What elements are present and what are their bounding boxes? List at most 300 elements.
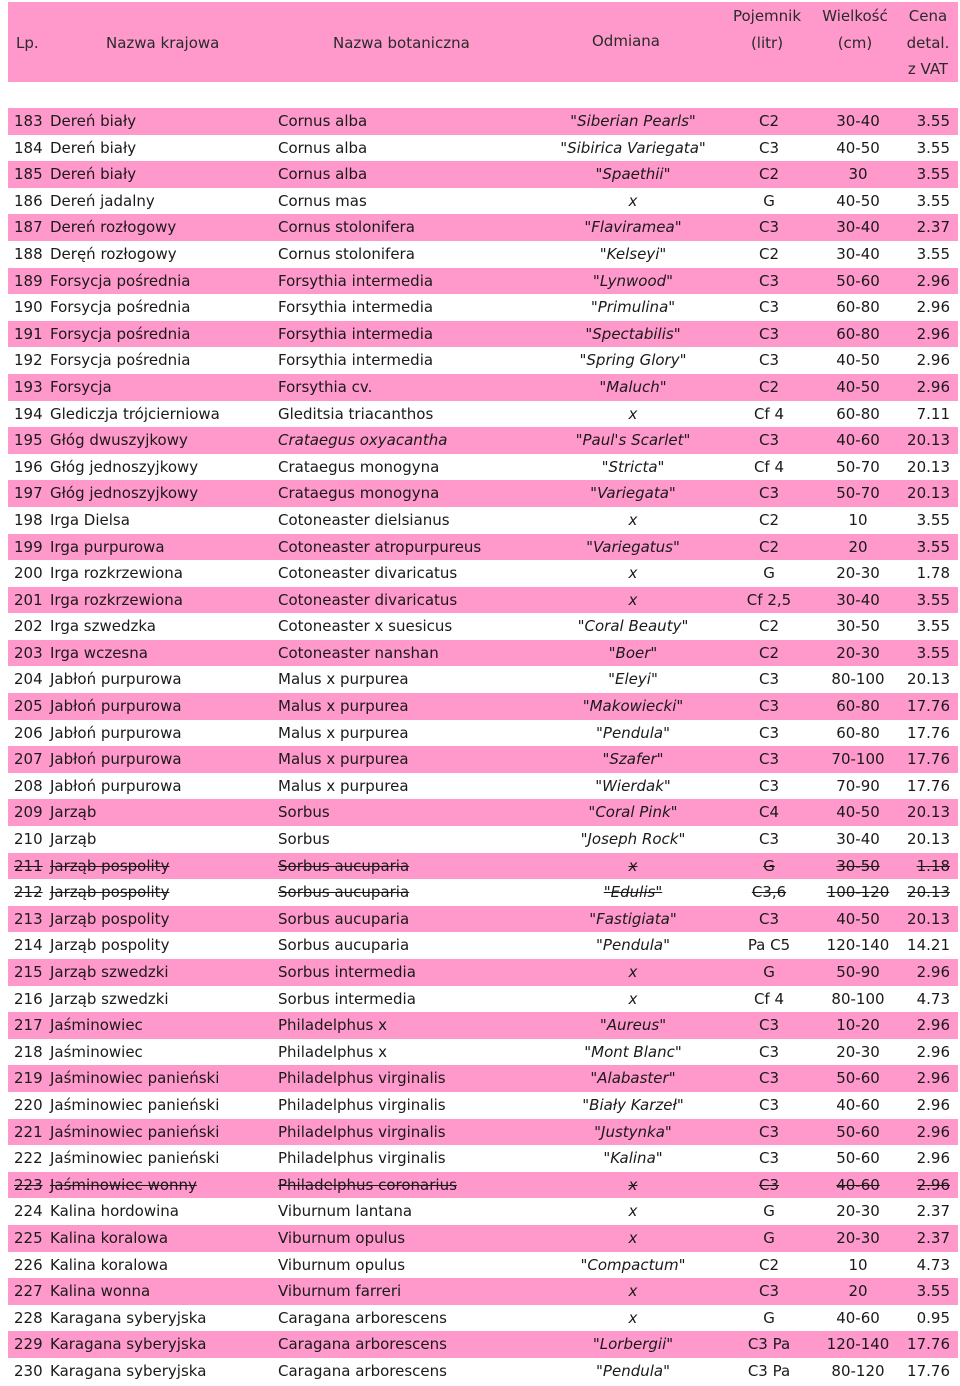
cell-nazwa-krajowa: Jarząb szwedzki [50,963,169,981]
cell-nazwa-krajowa: Kalina wonna [50,1282,151,1301]
table-row [8,826,958,853]
table-row [8,560,958,587]
cell-nazwa-botaniczna: Philadelphus virginalis [278,1095,446,1114]
cell-pojemnik: C2 [758,165,780,184]
table-row [8,587,958,614]
cell-cena: 2.96 [916,963,950,981]
cell-nazwa-krajowa: Kalina koralowa [50,1228,169,1247]
cell-lp: 224 [14,1202,43,1221]
cell-nazwa-krajowa: Glediczja trójcierniowa [50,404,220,423]
cell-nazwa-botaniczna: Caragana arborescens [278,1308,447,1327]
header-pojemnik [728,3,806,56]
cell-nazwa-botaniczna: Sorbus aucuparia [278,909,410,928]
cell-wielkosc: 50-60 [836,1069,880,1088]
cell-lp: 206 [14,723,43,742]
cell-cena: 20.13 [907,883,950,902]
cell-odmiana: x [628,1175,638,1194]
cell-cena: 2.96 [916,1175,950,1194]
cell-nazwa-botaniczna: Cotoneaster x suesicus [278,617,453,636]
cell-pojemnik: C3 [758,431,780,450]
cell-pojemnik: C3 [758,298,780,317]
cell-nazwa-botaniczna: Sorbus aucuparia [278,856,410,875]
table-row [8,214,958,241]
cell-nazwa-botaniczna: Forsythia intermedia [278,351,434,370]
cell-lp: 215 [14,963,43,981]
cell-lp: 212 [14,883,43,902]
cell-odmiana: "Makowiecki" [582,697,684,716]
cell-nazwa-botaniczna: Philadelphus virginalis [278,1122,446,1141]
cell-odmiana: "Stricta" [601,457,665,476]
cell-odmiana: x [628,1202,638,1221]
cell-cena: 2.96 [916,271,950,290]
cell-wielkosc: 50-70 [836,484,880,503]
header-wielkosc-line1: Wielkość [822,7,888,25]
table-row [8,746,958,773]
cell-nazwa-botaniczna: Viburnum opulus [278,1255,406,1274]
cell-wielkosc: 80-120 [831,1361,885,1380]
cell-cena: 2.37 [916,1202,950,1221]
cell-cena: 20.13 [907,803,950,822]
cell-lp: 187 [14,218,43,237]
header-cena-line3: z VAT [907,60,949,78]
cell-nazwa-krajowa: Jarząb [50,803,97,822]
cell-pojemnik: C3 [758,324,780,343]
cell-nazwa-krajowa: Jaśminowiec panieński [50,1069,220,1088]
cell-lp: 216 [14,989,43,1008]
cell-nazwa-botaniczna: Cornus stolonifera [278,218,415,237]
table-row [8,666,958,693]
header-nazwa-botaniczna: Nazwa botaniczna [333,34,470,52]
cell-lp: 222 [14,1149,43,1168]
cell-wielkosc: 30-40 [836,244,880,263]
cell-cena: 20.13 [907,457,950,476]
cell-nazwa-krajowa: Jabłoń purpurowa [50,750,182,769]
cell-lp: 197 [14,484,43,503]
cell-pojemnik: Cf 4 [753,989,785,1008]
cell-wielkosc: 30-40 [836,218,880,237]
cell-wielkosc: 40-50 [836,191,880,210]
cell-nazwa-krajowa: Deręń rozłogowy [50,244,177,263]
cell-wielkosc: 50-60 [836,1149,880,1168]
cell-lp: 226 [14,1255,43,1274]
cell-nazwa-krajowa: Irga purpurowa [50,537,165,556]
cell-lp: 190 [14,298,43,317]
cell-wielkosc: 100-120 [826,883,890,902]
cell-nazwa-krajowa: Jarząb [50,830,97,849]
cell-pojemnik: C3 [758,271,780,290]
header-cena-line1: Cena [908,7,948,25]
cell-nazwa-botaniczna: Cotoneaster atropurpureus [278,537,482,556]
cell-odmiana: x [628,1282,638,1301]
cell-odmiana: "Eleyi" [608,670,658,689]
cell-lp: 214 [14,936,43,955]
cell-nazwa-botaniczna: Malus x purpurea [278,697,409,716]
cell-pojemnik: C3 [758,351,780,370]
cell-cena: 3.55 [916,590,950,609]
cell-odmiana: "Coral Pink" [588,803,678,822]
cell-cena: 3.55 [916,165,950,184]
header-cena [898,3,958,83]
table-row [8,161,958,188]
cell-lp: 211 [14,856,43,875]
cell-odmiana: "Spring Glory" [579,351,687,370]
cell-cena: 2.96 [916,351,950,370]
cell-odmiana: "Variegatus" [586,537,680,556]
cell-wielkosc: 20 [848,537,868,556]
cell-cena: 20.13 [907,484,950,503]
cell-pojemnik: C4 [758,803,780,822]
cell-odmiana: "Joseph Rock" [580,830,686,849]
cell-wielkosc: 60-80 [836,404,880,423]
cell-nazwa-krajowa: Irga szwedzka [50,617,157,636]
cell-pojemnik: Cf 4 [753,457,785,476]
cell-pojemnik: G [763,963,775,981]
cell-pojemnik: C2 [758,244,780,263]
cell-lp: 210 [14,830,43,849]
cell-lp: 198 [14,510,43,529]
cell-odmiana: x [628,989,638,1008]
cell-cena: 1.18 [916,856,950,875]
cell-nazwa-krajowa: Forsycja pośrednia [50,324,191,343]
cell-lp: 219 [14,1069,43,1088]
cell-lp: 208 [14,776,43,795]
cell-odmiana: "Mont Blanc" [584,1042,682,1061]
cell-odmiana: "Flaviramea" [584,218,682,237]
cell-nazwa-botaniczna: Cotoneaster dielsianus [278,510,450,529]
table-row [8,188,958,215]
cell-lp: 225 [14,1228,43,1247]
cell-pojemnik: C3 [758,484,780,503]
cell-wielkosc: 30-40 [836,830,880,849]
cell-nazwa-krajowa: Forsycja pośrednia [50,351,191,370]
cell-lp: 188 [14,244,43,263]
cell-nazwa-krajowa: Irga rozkrzewiona [50,564,183,583]
cell-pojemnik: C3 [758,1149,780,1168]
cell-nazwa-krajowa: Jabłoń purpurowa [50,670,182,689]
cell-odmiana: "Biały Karzeł" [582,1095,684,1114]
cell-cena: 17.76 [907,1335,950,1354]
cell-wielkosc: 120-140 [826,1335,890,1354]
cell-wielkosc: 30-40 [836,590,880,609]
cell-odmiana: x [628,564,638,583]
cell-nazwa-botaniczna: Sorbus aucuparia [278,936,410,955]
cell-pojemnik: C3 [758,723,780,742]
table-row [8,480,958,507]
cell-nazwa-krajowa: Jaśminowiec panieński [50,1149,220,1168]
cell-cena: 3.55 [916,1282,950,1301]
cell-lp: 228 [14,1308,43,1327]
header-pojemnik-line2: (litr) [750,33,784,52]
cell-pojemnik: C3 Pa [747,1335,791,1354]
cell-odmiana: "Maluch" [599,377,667,396]
cell-nazwa-krajowa: Jarząb szwedzki [50,989,169,1008]
cell-cena: 17.76 [907,697,950,716]
cell-cena: 20.13 [907,830,950,849]
cell-cena: 17.76 [907,1361,950,1380]
cell-wielkosc: 30-50 [836,617,880,636]
table-row [8,374,958,401]
cell-cena: 3.55 [916,537,950,556]
cell-pojemnik: C3 [758,1282,780,1301]
cell-nazwa-botaniczna: Crataegus monogyna [278,457,440,476]
cell-lp: 204 [14,670,43,689]
cell-lp: 220 [14,1095,43,1114]
cell-nazwa-botaniczna: Forsythia intermedia [278,271,434,290]
cell-wielkosc: 60-80 [836,324,880,343]
table-row [8,879,958,906]
cell-nazwa-krajowa: Irga rozkrzewiona [50,590,183,609]
cell-wielkosc: 50-90 [836,963,880,981]
cell-nazwa-botaniczna: Forsythia intermedia [278,324,434,343]
cell-wielkosc: 40-50 [836,351,880,370]
cell-lp: 221 [14,1122,43,1141]
cell-wielkosc: 60-80 [836,697,880,716]
cell-odmiana: "Edulis" [603,883,663,902]
cell-lp: 191 [14,324,43,343]
cell-odmiana: "Coral Beauty" [577,617,689,636]
cell-lp: 183 [14,112,43,130]
cell-pojemnik: C2 [758,617,780,636]
table-row [8,108,958,135]
header-lp: Lp. [16,34,39,52]
cell-pojemnik: C3 [758,750,780,769]
cell-pojemnik: Pa C5 [747,936,791,955]
cell-nazwa-botaniczna: Caragana arborescens [278,1361,447,1380]
cell-cena: 7.11 [916,404,950,423]
cell-wielkosc: 50-60 [836,1122,880,1141]
cell-nazwa-krajowa: Głóg jednoszyjkowy [50,484,199,503]
cell-pojemnik: C2 [758,510,780,529]
cell-nazwa-botaniczna: Malus x purpurea [278,670,409,689]
price-table [8,108,958,1385]
table-row [8,1305,958,1332]
cell-nazwa-botaniczna: Caragana arborescens [278,1335,447,1354]
cell-lp: 192 [14,351,43,370]
cell-lp: 199 [14,537,43,556]
cell-wielkosc: 40-60 [836,431,880,450]
cell-cena: 2.96 [916,1122,950,1141]
table-row [8,507,958,534]
cell-pojemnik: C2 [758,112,780,130]
cell-odmiana: "Fastigiata" [589,909,677,928]
cell-lp: 185 [14,165,43,184]
cell-cena: 3.55 [916,244,950,263]
cell-lp: 201 [14,590,43,609]
cell-cena: 2.96 [916,298,950,317]
table-header [8,2,958,82]
table-row [8,321,958,348]
cell-nazwa-botaniczna: Crataegus oxyacantha [278,431,448,450]
cell-nazwa-krajowa: Dereń jadalny [50,191,155,210]
cell-nazwa-botaniczna: Sorbus aucuparia [278,883,410,902]
cell-nazwa-krajowa: Irga Dielsa [50,510,130,529]
cell-wielkosc: 60-80 [836,723,880,742]
cell-nazwa-krajowa: Jabłoń purpurowa [50,697,182,716]
cell-cena: 2.96 [916,1095,950,1114]
cell-nazwa-botaniczna: Sorbus intermedia [278,989,416,1008]
cell-lp: 195 [14,431,43,450]
cell-nazwa-botaniczna: Viburnum farreri [278,1282,402,1301]
cell-nazwa-botaniczna: Sorbus [278,803,330,822]
cell-nazwa-krajowa: Karagana syberyjska [50,1308,207,1327]
cell-cena: 2.37 [916,218,950,237]
cell-pojemnik: C3 [758,218,780,237]
cell-odmiana: "Wierdak" [595,776,671,795]
table-row [8,906,958,933]
cell-lp: 186 [14,191,43,210]
cell-nazwa-botaniczna: Cornus alba [278,165,368,184]
table-row [8,959,958,986]
cell-cena: 17.76 [907,776,950,795]
cell-pojemnik: C3 [758,697,780,716]
cell-nazwa-botaniczna: Sorbus [278,830,330,849]
header-wielkosc [816,3,894,56]
cell-odmiana: "Spaethii" [595,165,671,184]
cell-nazwa-botaniczna: Cotoneaster divaricatus [278,564,458,583]
cell-pojemnik: C3 Pa [747,1361,791,1380]
cell-wielkosc: 30-40 [836,112,880,130]
cell-nazwa-botaniczna: Cotoneaster divaricatus [278,590,458,609]
cell-odmiana: "Spectabilis" [585,324,681,343]
cell-nazwa-botaniczna: Cornus alba [278,138,368,157]
cell-lp: 207 [14,750,43,769]
cell-lp: 184 [14,138,43,157]
cell-nazwa-botaniczna: Cornus stolonifera [278,244,415,263]
cell-pojemnik: G [763,564,775,583]
cell-wielkosc: 40-60 [836,1095,880,1114]
table-row [8,241,958,268]
cell-lp: 217 [14,1016,43,1035]
cell-wielkosc: 70-90 [836,776,880,795]
cell-wielkosc: 20-30 [836,643,880,662]
table-row [8,454,958,481]
cell-nazwa-krajowa: Forsycja pośrednia [50,271,191,290]
table-row [8,693,958,720]
table-row [8,427,958,454]
cell-nazwa-botaniczna: Crataegus monogyna [278,484,440,503]
cell-pojemnik: C3 [758,909,780,928]
cell-nazwa-krajowa: Jarząb pospolity [50,856,170,875]
cell-odmiana: "Compactum" [580,1255,686,1274]
cell-cena: 17.76 [907,750,950,769]
cell-pojemnik: C3 [758,1042,780,1061]
cell-nazwa-krajowa: Dereń biały [50,138,137,157]
cell-lp: 200 [14,564,43,583]
cell-nazwa-krajowa: Kalina hordowina [50,1202,179,1221]
cell-lp: 218 [14,1042,43,1061]
cell-wielkosc: 40-50 [836,803,880,822]
cell-cena: 3.55 [916,643,950,662]
cell-nazwa-krajowa: Głóg jednoszyjkowy [50,457,199,476]
cell-nazwa-botaniczna: Malus x purpurea [278,750,409,769]
cell-wielkosc: 60-80 [836,298,880,317]
cell-odmiana: "Pendula" [596,723,670,742]
cell-nazwa-botaniczna: Gleditsia triacanthos [278,404,434,423]
cell-wielkosc: 80-100 [831,670,885,689]
cell-lp: 223 [14,1175,43,1194]
cell-lp: 230 [14,1361,43,1380]
cell-lp: 205 [14,697,43,716]
table-row [8,613,958,640]
cell-lp: 194 [14,404,43,423]
cell-nazwa-krajowa: Dereń rozłogowy [50,218,177,237]
cell-nazwa-botaniczna: Cotoneaster nanshan [278,643,439,662]
cell-wielkosc: 20-30 [836,1202,880,1221]
cell-cena: 2.37 [916,1228,950,1247]
cell-nazwa-krajowa: Jarząb pospolity [50,936,170,955]
cell-pojemnik: C3 [758,1122,780,1141]
cell-pojemnik: G [763,1202,775,1221]
table-row [8,1225,958,1252]
header-odmiana: Odmiana [592,32,660,50]
cell-wielkosc: 20 [848,1282,868,1301]
cell-lp: 193 [14,377,43,396]
cell-lp: 202 [14,617,43,636]
cell-pojemnik: C2 [758,377,780,396]
cell-odmiana: "Boer" [608,643,658,662]
cell-odmiana: "Kelseyi" [599,244,667,263]
header-nazwa-krajowa: Nazwa krajowa [106,34,220,52]
cell-lp: 196 [14,457,43,476]
cell-pojemnik: C3 [758,830,780,849]
cell-nazwa-krajowa: Głóg dwuszyjkowy [50,431,188,450]
cell-pojemnik: C3 [758,138,780,157]
table-row [8,853,958,880]
cell-odmiana: "Lorbergii" [592,1335,674,1354]
cell-odmiana: "Sibirica Variegata" [560,138,706,157]
cell-pojemnik: G [763,1308,775,1327]
cell-pojemnik: C3 [758,1095,780,1114]
cell-nazwa-botaniczna: Viburnum opulus [278,1228,406,1247]
cell-odmiana: "Alabaster" [590,1069,676,1088]
table-row [8,1092,958,1119]
cell-nazwa-botaniczna: Forsythia cv. [278,377,373,396]
cell-pojemnik: C3 [758,1069,780,1088]
table-row [8,347,958,374]
cell-nazwa-botaniczna: Forsythia intermedia [278,298,434,317]
cell-odmiana: x [628,963,638,981]
cell-nazwa-krajowa: Jabłoń purpurowa [50,776,182,795]
cell-nazwa-krajowa: Karagana syberyjska [50,1361,207,1380]
cell-nazwa-botaniczna: Philadelphus virginalis [278,1149,446,1168]
cell-nazwa-botaniczna: Philadelphus virginalis [278,1069,446,1088]
cell-odmiana: x [628,1308,638,1327]
cell-wielkosc: 120-140 [826,936,890,955]
cell-wielkosc: 40-60 [836,1175,880,1194]
cell-cena: 20.13 [907,909,950,928]
cell-cena: 3.55 [916,191,950,210]
cell-pojemnik: C2 [758,537,780,556]
table-row [8,268,958,295]
cell-cena: 4.73 [916,1255,950,1274]
cell-nazwa-krajowa: Irga wczesna [50,643,148,662]
cell-cena: 4.73 [916,989,950,1008]
cell-odmiana: "Primulina" [590,298,676,317]
cell-lp: 209 [14,803,43,822]
cell-nazwa-krajowa: Jarząb pospolity [50,883,170,902]
cell-odmiana: "Aureus" [599,1016,667,1035]
cell-odmiana: x [628,510,638,529]
cell-pojemnik: C3 [758,776,780,795]
cell-wielkosc: 50-60 [836,271,880,290]
cell-odmiana: x [628,1228,638,1247]
cell-nazwa-botaniczna: Philadelphus x [278,1016,387,1035]
cell-cena: 20.13 [907,670,950,689]
table-row [8,799,958,826]
cell-nazwa-krajowa: Jarząb pospolity [50,909,170,928]
cell-cena: 2.96 [916,1042,950,1061]
cell-nazwa-botaniczna: Viburnum lantana [278,1202,413,1221]
